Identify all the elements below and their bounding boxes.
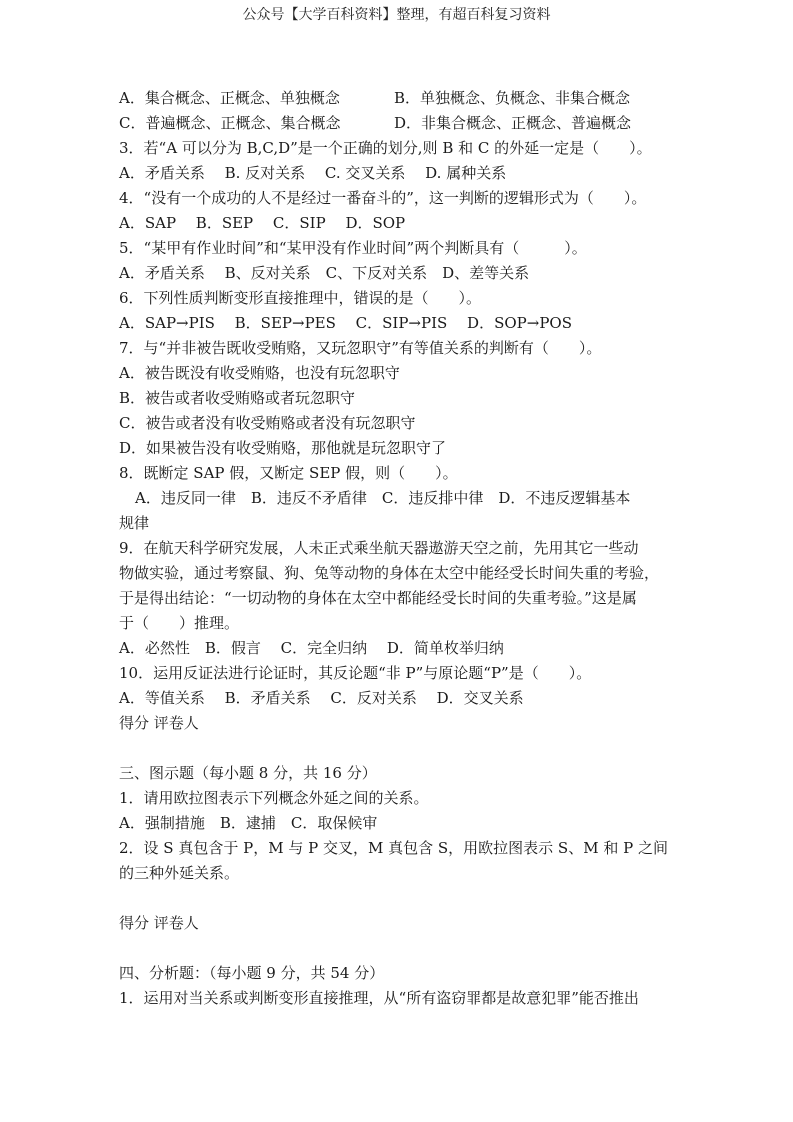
q7-option-a: A．被告既没有收受贿赂，也没有玩忽职守 — [119, 364, 400, 382]
q8-options: A．违反同一律 B．违反不矛盾律 C．违反排中律 D．不违反逻辑基本 — [135, 489, 631, 507]
s3-q2-stem-1: 2．设 S 真包含于 P，M 与 P 交叉，M 真包含 S，用欧拉图表示 S、M 和 P 之间 — [119, 839, 668, 857]
q9-stem-2: 物做实验，通过考察鼠、狗、兔等动物的身体在太空中能经受长时间失重的考验， — [119, 564, 660, 582]
q9-stem-1: 9．在航天科学研究发展，人未正式乘坐航天器遨游天空之前，先用其它一些动 — [119, 539, 639, 557]
q7-option-c: C．被告或者没有收受贿赂或者没有玩忽职守 — [119, 414, 416, 432]
q5-options: A．矛盾关系 B、反对关系 C、下反对关系 D、差等关系 — [119, 264, 530, 282]
s3-q1-stem: 1．请用欧拉图表示下列概念外延之间的关系。 — [119, 789, 429, 807]
section4-title: 四、分析题：（每小题 9 分，共 54 分） — [119, 964, 385, 982]
q2-option-ac: A．集合概念、正概念、单独概念 — [119, 89, 340, 107]
q3-stem: 3．若“A 可以分为 B,C,D”是一个正确的划分,则 B 和 C 的外延一定是（ ）。 — [119, 139, 652, 157]
q10-options: A．等值关系 B．矛盾关系 C．反对关系 D．交叉关系 — [119, 689, 524, 707]
section3-title: 三、图示题（每小题 8 分，共 16 分） — [119, 764, 377, 782]
q9-stem-3: 于是得出结论：“一切动物的身体在太空中都能经受长时间的失重考验。”这是属 — [119, 589, 637, 607]
q9-stem-4: 于（ ）推理。 — [119, 614, 240, 632]
q2-option-d: D．非集合概念、正概念、普遍概念 — [394, 114, 632, 132]
q4-stem: 4．“没有一个成功的人不是经过一番奋斗的”，这一判断的逻辑形式为（ ）。 — [119, 189, 647, 207]
q7-option-b: B．被告或者收受贿赂或者玩忽职守 — [119, 389, 356, 407]
score-grader-1: 得分 评卷人 — [119, 714, 199, 732]
q8-options-cont: 规律 — [119, 514, 150, 532]
s3-q2-stem-2: 的三种外延关系。 — [119, 864, 240, 882]
q7-option-d: D．如果被告没有收受贿赂，那他就是玩忽职守了 — [119, 439, 447, 457]
q7-stem: 7．与“并非被告既收受贿赂，又玩忽职守”有等值关系的判断有（ ）。 — [119, 339, 602, 357]
score-grader-2: 得分 评卷人 — [119, 914, 199, 932]
s4-q1-stem: 1．运用对当关系或判断变形直接推理，从“所有盗窃罪都是故意犯罪”能否推出 — [119, 989, 639, 1007]
s3-q1-options: A．强制措施 B．逮捕 C．取保候审 — [119, 814, 378, 832]
q6-options: A．SAP→PIS B．SEP→PES C．SIP→PIS D．SOP→POS — [119, 314, 572, 332]
q10-stem: 10．运用反证法进行论证时，其反论题“非 P”与原论题“P”是（ ）。 — [119, 664, 592, 682]
q8-stem: 8．既断定 SAP 假，又断定 SEP 假，则（ ）。 — [119, 464, 458, 482]
q4-options: A．SAP B．SEP C．SIP D．SOP — [119, 214, 406, 232]
q3-options: A．矛盾关系 B. 反对关系 C. 交叉关系 D. 属种关系 — [119, 164, 507, 182]
q5-stem: 5．“某甲有作业时间”和“某甲没有作业时间”两个判断具有（ ）。 — [119, 239, 587, 257]
q9-options: A．必然性 B．假言 C．完全归纳 D．简单枚举归纳 — [119, 639, 504, 657]
q6-stem: 6．下列性质判断变形直接推理中，错误的是（ ）。 — [119, 289, 482, 307]
page-header: 公众号【大学百科资料】整理，有超百科复习资料 — [242, 7, 551, 23]
q2-option-b: B．单独概念、负概念、非集合概念 — [394, 89, 631, 107]
q2-option-c: C．普遍概念、正概念、集合概念 — [119, 114, 341, 132]
